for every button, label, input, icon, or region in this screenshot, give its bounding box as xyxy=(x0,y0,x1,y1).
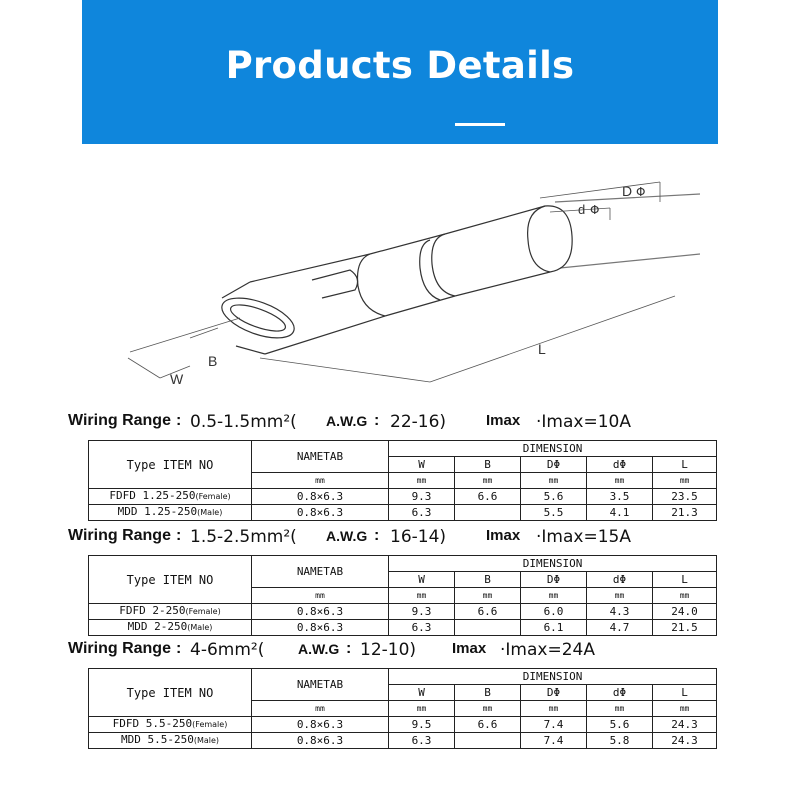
unit: mm xyxy=(587,473,653,489)
unit: mm xyxy=(521,701,587,717)
w-value: 6.3 xyxy=(389,505,455,521)
item-no xyxy=(89,489,252,505)
col-l: L xyxy=(653,572,717,588)
unit: mm xyxy=(653,701,717,717)
table-row xyxy=(89,505,717,521)
imax-label: Imax xyxy=(486,527,521,544)
col-D: DΦ xyxy=(521,685,587,701)
wiring-range-label: Wiring Range xyxy=(68,640,171,657)
item-code: FDFD 2-250 xyxy=(119,604,186,617)
w-value: 9.3 xyxy=(389,604,455,620)
nametab-header: NAMETAB xyxy=(252,669,389,701)
D-value: 5.6 xyxy=(521,489,587,505)
col-l: L xyxy=(653,685,717,701)
b-value xyxy=(455,733,521,749)
header-banner xyxy=(82,0,718,144)
col-l: L xyxy=(653,457,717,473)
imax-value: ·Imax=24A xyxy=(500,640,595,660)
d-value: 5.6 xyxy=(587,717,653,733)
unit: mm xyxy=(252,588,389,604)
nametab-header: NAMETAB xyxy=(252,441,389,473)
table-row xyxy=(89,489,717,505)
nametab-value: 0.8×6.3 xyxy=(252,717,389,733)
item-note: (Male) xyxy=(187,623,213,632)
w-value: 6.3 xyxy=(389,733,455,749)
item-note: (Male) xyxy=(197,508,223,517)
item-note: (Female) xyxy=(195,492,231,501)
unit: mm xyxy=(252,473,389,489)
l-value: 24.0 xyxy=(653,604,717,620)
label-d: d xyxy=(578,202,586,217)
unit: mm xyxy=(455,701,521,717)
unit: mm xyxy=(653,588,717,604)
spec-table-3 xyxy=(88,668,717,749)
nametab-value: 0.8×6.3 xyxy=(252,604,389,620)
d-value: 4.1 xyxy=(587,505,653,521)
l-value: 24.3 xyxy=(653,733,717,749)
unit: mm xyxy=(587,588,653,604)
awg-value: 16-14) xyxy=(390,527,447,547)
title-underline xyxy=(455,123,505,126)
unit: mm xyxy=(389,588,455,604)
label-B: B xyxy=(208,353,218,369)
col-d: dΦ xyxy=(587,457,653,473)
D-value: 7.4 xyxy=(521,717,587,733)
b-value xyxy=(455,620,521,636)
label-D-phi: Φ xyxy=(636,185,646,199)
col-w: W xyxy=(389,685,455,701)
label-d-phi: Φ xyxy=(590,203,600,217)
unit: mm xyxy=(653,473,717,489)
b-value: 6.6 xyxy=(455,489,521,505)
d-value: 3.5 xyxy=(587,489,653,505)
wiring-range-line-2 xyxy=(68,527,728,553)
unit: mm xyxy=(521,588,587,604)
w-value: 6.3 xyxy=(389,620,455,636)
imax-label: Imax xyxy=(486,412,521,429)
unit: mm xyxy=(252,701,389,717)
item-no xyxy=(89,505,252,521)
item-code: MDD 2-250 xyxy=(127,620,188,633)
l-value: 21.3 xyxy=(653,505,717,521)
colon: : xyxy=(374,527,380,544)
item-no xyxy=(89,604,252,620)
col-D: DΦ xyxy=(521,572,587,588)
item-no xyxy=(89,717,252,733)
dimension-header: DIMENSION xyxy=(389,669,717,685)
unit: mm xyxy=(455,473,521,489)
nametab-value: 0.8×6.3 xyxy=(252,489,389,505)
table-row xyxy=(89,620,717,636)
table-row xyxy=(89,604,717,620)
imax-label: Imax xyxy=(452,640,487,657)
item-code: MDD 5.5-250 xyxy=(120,733,194,746)
col-w: W xyxy=(389,572,455,588)
dimension-header: DIMENSION xyxy=(389,556,717,572)
w-value: 9.3 xyxy=(389,489,455,505)
item-no xyxy=(89,733,252,749)
col-b: B xyxy=(455,685,521,701)
col-D: DΦ xyxy=(521,457,587,473)
item-note: (Female) xyxy=(192,720,228,729)
type-header: Type ITEM NO xyxy=(89,669,252,717)
page-title: Products Details xyxy=(225,44,575,87)
item-code: FDFD 5.5-250 xyxy=(112,717,193,730)
spec-table-2 xyxy=(88,555,717,636)
type-header: Type ITEM NO xyxy=(89,556,252,604)
unit: mm xyxy=(521,473,587,489)
table-row xyxy=(89,717,717,733)
dimension-header: DIMENSION xyxy=(389,441,717,457)
l-value: 21.5 xyxy=(653,620,717,636)
type-header: Type ITEM NO xyxy=(89,441,252,489)
D-value: 5.5 xyxy=(521,505,587,521)
D-value: 6.0 xyxy=(521,604,587,620)
colon: : xyxy=(176,412,182,429)
nametab-value: 0.8×6.3 xyxy=(252,733,389,749)
wiring-range-line-3 xyxy=(68,640,728,666)
b-value xyxy=(455,505,521,521)
unit: mm xyxy=(587,701,653,717)
terminal-diagram xyxy=(100,168,700,398)
wiring-range-label: Wiring Range xyxy=(68,412,171,429)
table-row xyxy=(89,733,717,749)
l-value: 23.5 xyxy=(653,489,717,505)
wiring-range-value: 0.5-1.5mm²( xyxy=(190,412,297,432)
awg-value: 22-16) xyxy=(390,412,447,432)
spec-table-1 xyxy=(88,440,717,521)
nametab-header: NAMETAB xyxy=(252,556,389,588)
d-value: 4.3 xyxy=(587,604,653,620)
label-L: L xyxy=(538,341,546,357)
item-code: MDD 1.25-250 xyxy=(117,505,198,518)
unit: mm xyxy=(389,473,455,489)
nametab-value: 0.8×6.3 xyxy=(252,505,389,521)
colon: : xyxy=(346,640,352,657)
wiring-range-value: 1.5-2.5mm²( xyxy=(190,527,297,547)
l-value: 24.3 xyxy=(653,717,717,733)
wiring-range-label: Wiring Range xyxy=(68,527,171,544)
awg-label: A.W.G xyxy=(298,641,340,657)
col-d: dΦ xyxy=(587,572,653,588)
wiring-range-value: 4-6mm²( xyxy=(190,640,265,660)
b-value: 6.6 xyxy=(455,604,521,620)
colon: : xyxy=(176,527,182,544)
D-value: 6.1 xyxy=(521,620,587,636)
awg-label: A.W.G xyxy=(326,413,368,429)
unit: mm xyxy=(455,588,521,604)
imax-value: ·Imax=15A xyxy=(536,527,631,547)
item-no xyxy=(89,620,252,636)
colon: : xyxy=(374,412,380,429)
wiring-range-line-1 xyxy=(68,412,728,438)
nametab-value: 0.8×6.3 xyxy=(252,620,389,636)
w-value: 9.5 xyxy=(389,717,455,733)
item-code: FDFD 1.25-250 xyxy=(109,489,196,502)
col-b: B xyxy=(455,457,521,473)
d-value: 5.8 xyxy=(587,733,653,749)
awg-value: 12-10) xyxy=(360,640,417,660)
imax-value: ·Imax=10A xyxy=(536,412,631,432)
awg-label: A.W.G xyxy=(326,528,368,544)
unit: mm xyxy=(389,701,455,717)
label-W: W xyxy=(170,371,184,387)
b-value: 6.6 xyxy=(455,717,521,733)
label-D: D xyxy=(622,183,633,199)
col-d: dΦ xyxy=(587,685,653,701)
d-value: 4.7 xyxy=(587,620,653,636)
item-note: (Male) xyxy=(193,736,220,745)
D-value: 7.4 xyxy=(521,733,587,749)
col-b: B xyxy=(455,572,521,588)
colon: : xyxy=(176,640,182,657)
item-note: (Female) xyxy=(185,607,221,616)
col-w: W xyxy=(389,457,455,473)
